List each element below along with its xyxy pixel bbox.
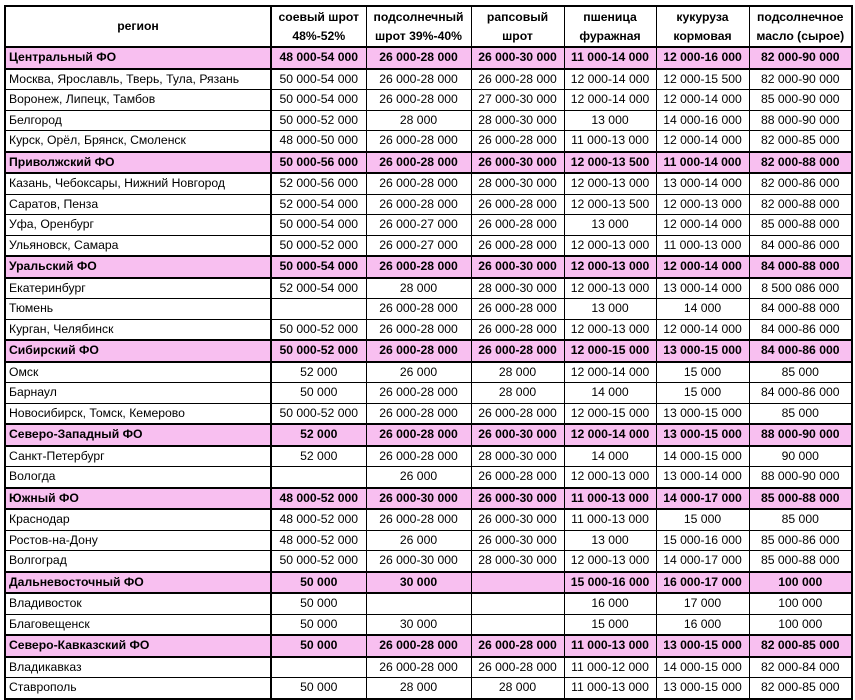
sunflower-oil-cell: 85 000-90 000 <box>749 90 852 111</box>
feed-corn-cell: 13 000-15 000 <box>656 340 749 362</box>
feed-corn-cell: 12 000-14 000 <box>656 256 749 278</box>
feed-corn-cell: 15 000-16 000 <box>656 530 749 551</box>
feed-corn-cell: 12 000-14 000 <box>656 131 749 152</box>
region-cell: Екатеринбург <box>5 278 271 299</box>
soy-meal-cell: 50 000 <box>271 614 366 635</box>
feed-wheat-cell: 16 000 <box>564 593 656 614</box>
soy-meal-cell: 52 000 <box>271 424 366 446</box>
table-body <box>5 47 852 699</box>
feed-corn-cell: 13 000-15 000 <box>656 678 749 699</box>
region-cell: Центральный ФО <box>5 47 271 69</box>
header-feed-corn-line: кукуруза <box>676 9 729 24</box>
rapeseed-meal-cell: 26 000-30 000 <box>471 530 564 551</box>
sunflower-meal-cell: 26 000-28 000 <box>366 152 471 174</box>
sunflower-oil-cell: 82 000-86 000 <box>749 173 852 194</box>
sunflower-oil-cell: 88 000-90 000 <box>749 110 852 131</box>
rapeseed-meal-cell: 26 000-28 000 <box>471 235 564 256</box>
feed-wheat-cell: 14 000 <box>564 446 656 467</box>
city-row <box>5 530 852 551</box>
soy-meal-cell: 50 000 <box>271 383 366 404</box>
feed-wheat-cell: 12 000-13 000 <box>564 278 656 299</box>
city-row <box>5 235 852 256</box>
district-row <box>5 488 852 510</box>
feed-wheat-cell: 13 000 <box>564 299 656 320</box>
rapeseed-meal-cell: 28 000-30 000 <box>471 278 564 299</box>
sunflower-meal-cell: 26 000-28 000 <box>366 319 471 340</box>
region-cell: Южный ФО <box>5 488 271 510</box>
feed-corn-cell: 13 000-14 000 <box>656 173 749 194</box>
sunflower-meal-cell: 26 000-28 000 <box>366 509 471 530</box>
header-feed-wheat-line: фуражная <box>579 28 641 43</box>
sunflower-meal-cell: 26 000-28 000 <box>366 194 471 215</box>
soy-meal-cell: 52 000 <box>271 446 366 467</box>
header-soy-meal-line: 48%-52% <box>292 28 346 43</box>
sunflower-oil-cell: 84 000-86 000 <box>749 319 852 340</box>
soy-meal-cell: 50 000-52 000 <box>271 319 366 340</box>
rapeseed-meal-cell <box>471 614 564 635</box>
sunflower-oil-cell: 82 000-85 000 <box>749 131 852 152</box>
sunflower-meal-cell: 30 000 <box>366 572 471 594</box>
feed-corn-cell: 14 000-17 000 <box>656 488 749 510</box>
feed-corn-cell: 14 000-15 000 <box>656 446 749 467</box>
sunflower-oil-cell: 82 000-85 000 <box>749 635 852 657</box>
rapeseed-meal-cell: 26 000-28 000 <box>471 299 564 320</box>
city-row <box>5 614 852 635</box>
city-row <box>5 194 852 215</box>
soy-meal-cell: 50 000-52 000 <box>271 403 366 424</box>
district-row <box>5 47 852 69</box>
soy-meal-cell: 50 000-52 000 <box>271 340 366 362</box>
rapeseed-meal-cell: 26 000-28 000 <box>471 215 564 236</box>
sunflower-oil-cell: 8 500 086 000 <box>749 278 852 299</box>
rapeseed-meal-cell: 28 000 <box>471 383 564 404</box>
feed-corn-cell: 15 000 <box>656 383 749 404</box>
rapeseed-meal-cell: 28 000 <box>471 678 564 699</box>
sunflower-oil-cell: 85 000-88 000 <box>749 488 852 510</box>
feed-wheat-cell: 12 000-13 500 <box>564 194 656 215</box>
city-row <box>5 467 852 488</box>
rapeseed-meal-cell: 28 000-30 000 <box>471 173 564 194</box>
feed-wheat-cell: 13 000 <box>564 110 656 131</box>
sunflower-meal-cell: 26 000-28 000 <box>366 47 471 69</box>
feed-corn-cell: 16 000-17 000 <box>656 572 749 594</box>
region-cell: Новосибирск, Томск, Кемерово <box>5 403 271 424</box>
feed-wheat-cell: 12 000-14 000 <box>564 424 656 446</box>
header-feed-corn-line: кормовая <box>673 28 732 43</box>
sunflower-oil-cell: 82 000-90 000 <box>749 69 852 90</box>
feed-corn-cell: 13 000-15 000 <box>656 403 749 424</box>
sunflower-oil-cell: 100 000 <box>749 614 852 635</box>
city-row <box>5 131 852 152</box>
sunflower-oil-cell: 88 000-90 000 <box>749 467 852 488</box>
soy-meal-cell: 50 000 <box>271 678 366 699</box>
sunflower-meal-cell: 26 000-28 000 <box>366 131 471 152</box>
region-cell: Северо-Западный ФО <box>5 424 271 446</box>
city-row <box>5 657 852 678</box>
soy-meal-cell: 48 000-54 000 <box>271 47 366 69</box>
header-soy-meal-line: соевый шрот <box>278 9 359 24</box>
price-table <box>4 5 853 700</box>
city-row <box>5 593 852 614</box>
rapeseed-meal-cell: 26 000-28 000 <box>471 319 564 340</box>
city-row <box>5 215 852 236</box>
rapeseed-meal-cell: 28 000-30 000 <box>471 446 564 467</box>
city-row <box>5 551 852 572</box>
soy-meal-cell: 50 000-52 000 <box>271 551 366 572</box>
soy-meal-cell: 50 000-54 000 <box>271 215 366 236</box>
sunflower-oil-cell: 82 000-90 000 <box>749 47 852 69</box>
sunflower-oil-cell: 85 000 <box>749 362 852 383</box>
sunflower-oil-cell: 84 000-86 000 <box>749 340 852 362</box>
header-feed-wheat-line: пшеница <box>583 9 637 24</box>
header-region <box>5 6 271 47</box>
sunflower-oil-cell: 84 000-86 000 <box>749 235 852 256</box>
feed-corn-cell: 14 000-15 000 <box>656 657 749 678</box>
feed-corn-cell: 13 000-14 000 <box>656 467 749 488</box>
region-cell: Саратов, Пенза <box>5 194 271 215</box>
rapeseed-meal-cell: 26 000-30 000 <box>471 47 564 69</box>
soy-meal-cell: 48 000-50 000 <box>271 131 366 152</box>
header-region-line: регион <box>117 19 159 33</box>
soy-meal-cell: 50 000-56 000 <box>271 152 366 174</box>
sunflower-oil-cell: 82 000-88 000 <box>749 152 852 174</box>
rapeseed-meal-cell: 26 000-30 000 <box>471 256 564 278</box>
region-cell: Белгород <box>5 110 271 131</box>
feed-wheat-cell: 12 000-13 000 <box>564 467 656 488</box>
sunflower-meal-cell: 26 000-30 000 <box>366 551 471 572</box>
sunflower-meal-cell: 26 000-28 000 <box>366 424 471 446</box>
feed-wheat-cell: 11 000-13 000 <box>564 131 656 152</box>
feed-wheat-cell: 11 000-13 000 <box>564 678 656 699</box>
region-cell: Омск <box>5 362 271 383</box>
feed-corn-cell: 14 000-17 000 <box>656 551 749 572</box>
feed-corn-cell: 12 000-14 000 <box>656 215 749 236</box>
rapeseed-meal-cell: 26 000-28 000 <box>471 467 564 488</box>
sunflower-meal-cell: 26 000-28 000 <box>366 403 471 424</box>
region-cell: Благовещенск <box>5 614 271 635</box>
sunflower-oil-cell: 85 000-86 000 <box>749 530 852 551</box>
sunflower-meal-cell <box>366 593 471 614</box>
sunflower-meal-cell: 26 000-28 000 <box>366 299 471 320</box>
header-soy-meal <box>271 6 366 47</box>
soy-meal-cell: 50 000-52 000 <box>271 235 366 256</box>
region-cell: Курган, Челябинск <box>5 319 271 340</box>
feed-wheat-cell: 11 000-13 000 <box>564 509 656 530</box>
feed-wheat-cell: 15 000 <box>564 614 656 635</box>
sunflower-oil-cell: 85 000-88 000 <box>749 551 852 572</box>
feed-corn-cell: 12 000-13 000 <box>656 194 749 215</box>
district-row <box>5 572 852 594</box>
sunflower-meal-cell: 26 000-28 000 <box>366 256 471 278</box>
city-row <box>5 278 852 299</box>
city-row <box>5 173 852 194</box>
feed-wheat-cell: 12 000-13 000 <box>564 319 656 340</box>
city-row <box>5 319 852 340</box>
city-row <box>5 383 852 404</box>
feed-corn-cell: 13 000-15 000 <box>656 635 749 657</box>
feed-corn-cell: 14 000 <box>656 299 749 320</box>
soy-meal-cell: 50 000-54 000 <box>271 69 366 90</box>
district-row <box>5 256 852 278</box>
region-cell: Москва, Ярославль, Тверь, Тула, Рязань <box>5 69 271 90</box>
sunflower-meal-cell: 30 000 <box>366 614 471 635</box>
region-cell: Владикавказ <box>5 657 271 678</box>
city-row <box>5 299 852 320</box>
sunflower-oil-cell: 90 000 <box>749 446 852 467</box>
soy-meal-cell: 52 000-56 000 <box>271 173 366 194</box>
sunflower-oil-cell: 82 000-84 000 <box>749 657 852 678</box>
header-sunflower-meal-line: подсолнечный <box>373 9 464 24</box>
feed-wheat-cell: 11 000-14 000 <box>564 47 656 69</box>
sunflower-meal-cell: 26 000 <box>366 530 471 551</box>
sunflower-meal-cell: 28 000 <box>366 278 471 299</box>
soy-meal-cell: 50 000-54 000 <box>271 256 366 278</box>
feed-wheat-cell: 13 000 <box>564 530 656 551</box>
soy-meal-cell: 50 000 <box>271 593 366 614</box>
region-cell: Уфа, Оренбург <box>5 215 271 236</box>
feed-wheat-cell: 12 000-13 000 <box>564 173 656 194</box>
feed-wheat-cell: 12 000-13 000 <box>564 235 656 256</box>
region-cell: Барнаул <box>5 383 271 404</box>
sunflower-meal-cell: 26 000-28 000 <box>366 657 471 678</box>
rapeseed-meal-cell: 28 000-30 000 <box>471 110 564 131</box>
city-row <box>5 446 852 467</box>
district-row <box>5 152 852 174</box>
district-row <box>5 424 852 446</box>
header-sunflower-meal <box>366 6 471 47</box>
city-row <box>5 110 852 131</box>
feed-wheat-cell: 12 000-13 000 <box>564 551 656 572</box>
header-rapeseed-meal-line: шрот <box>502 28 533 43</box>
sunflower-meal-cell: 26 000-28 000 <box>366 383 471 404</box>
header-feed-wheat <box>564 6 656 47</box>
sunflower-meal-cell: 26 000-28 000 <box>366 446 471 467</box>
sunflower-oil-cell: 85 000 <box>749 509 852 530</box>
rapeseed-meal-cell: 26 000-30 000 <box>471 488 564 510</box>
rapeseed-meal-cell: 27 000-30 000 <box>471 90 564 111</box>
soy-meal-cell: 50 000 <box>271 635 366 657</box>
header-row <box>5 6 852 47</box>
sunflower-oil-cell: 85 000 <box>749 403 852 424</box>
rapeseed-meal-cell: 28 000 <box>471 362 564 383</box>
sunflower-oil-cell: 82 000-88 000 <box>749 194 852 215</box>
feed-corn-cell: 16 000 <box>656 614 749 635</box>
city-row <box>5 509 852 530</box>
feed-corn-cell: 13 000-15 000 <box>656 424 749 446</box>
feed-corn-cell: 15 000 <box>656 362 749 383</box>
district-row <box>5 635 852 657</box>
sunflower-meal-cell: 26 000-28 000 <box>366 69 471 90</box>
feed-corn-cell: 12 000-16 000 <box>656 47 749 69</box>
feed-corn-cell: 15 000 <box>656 509 749 530</box>
sunflower-meal-cell: 26 000-27 000 <box>366 215 471 236</box>
soy-meal-cell: 52 000-54 000 <box>271 194 366 215</box>
city-row <box>5 403 852 424</box>
sunflower-meal-cell: 26 000-30 000 <box>366 488 471 510</box>
soy-meal-cell <box>271 467 366 488</box>
feed-corn-cell: 12 000-14 000 <box>656 319 749 340</box>
region-cell: Воронеж, Липецк, Тамбов <box>5 90 271 111</box>
feed-wheat-cell: 11 000-13 000 <box>564 635 656 657</box>
header-sunflower-oil-line: подсолнечное <box>757 9 844 24</box>
header-sunflower-meal-line: шрот 39%-40% <box>375 28 462 43</box>
region-cell: Курск, Орёл, Брянск, Смоленск <box>5 131 271 152</box>
sunflower-meal-cell: 26 000-28 000 <box>366 635 471 657</box>
rapeseed-meal-cell: 26 000-30 000 <box>471 152 564 174</box>
region-cell: Северо-Кавказский ФО <box>5 635 271 657</box>
header-sunflower-oil <box>749 6 852 47</box>
feed-wheat-cell: 12 000-13 000 <box>564 256 656 278</box>
sunflower-oil-cell: 100 000 <box>749 593 852 614</box>
region-cell: Тюмень <box>5 299 271 320</box>
sunflower-meal-cell: 26 000 <box>366 467 471 488</box>
feed-corn-cell: 11 000-14 000 <box>656 152 749 174</box>
city-row <box>5 362 852 383</box>
feed-wheat-cell: 13 000 <box>564 215 656 236</box>
feed-wheat-cell: 12 000-14 000 <box>564 362 656 383</box>
city-row <box>5 69 852 90</box>
sunflower-meal-cell: 28 000 <box>366 678 471 699</box>
rapeseed-meal-cell <box>471 593 564 614</box>
region-cell: Ставрополь <box>5 678 271 699</box>
soy-meal-cell: 48 000-52 000 <box>271 488 366 510</box>
sunflower-meal-cell: 26 000-28 000 <box>366 90 471 111</box>
region-cell: Краснодар <box>5 509 271 530</box>
header-feed-corn <box>656 6 749 47</box>
city-row <box>5 678 852 699</box>
region-cell: Сибирский ФО <box>5 340 271 362</box>
soy-meal-cell: 48 000-52 000 <box>271 530 366 551</box>
sunflower-meal-cell: 26 000-28 000 <box>366 340 471 362</box>
region-cell: Уральский ФО <box>5 256 271 278</box>
feed-wheat-cell: 12 000-13 500 <box>564 152 656 174</box>
sunflower-oil-cell: 84 000-86 000 <box>749 383 852 404</box>
region-cell: Вологда <box>5 467 271 488</box>
region-cell: Ростов-на-Дону <box>5 530 271 551</box>
feed-corn-cell: 12 000-15 500 <box>656 69 749 90</box>
rapeseed-meal-cell: 26 000-28 000 <box>471 635 564 657</box>
feed-wheat-cell: 11 000-12 000 <box>564 657 656 678</box>
region-cell: Приволжский ФО <box>5 152 271 174</box>
rapeseed-meal-cell <box>471 572 564 594</box>
feed-corn-cell: 17 000 <box>656 593 749 614</box>
header-rapeseed-meal <box>471 6 564 47</box>
region-cell: Владивосток <box>5 593 271 614</box>
rapeseed-meal-cell: 28 000-30 000 <box>471 551 564 572</box>
sunflower-oil-cell: 88 000-90 000 <box>749 424 852 446</box>
soy-meal-cell: 52 000-54 000 <box>271 278 366 299</box>
feed-corn-cell: 14 000-16 000 <box>656 110 749 131</box>
sunflower-oil-cell: 84 000-88 000 <box>749 299 852 320</box>
feed-wheat-cell: 15 000-16 000 <box>564 572 656 594</box>
district-row <box>5 340 852 362</box>
feed-corn-cell: 13 000-14 000 <box>656 278 749 299</box>
feed-corn-cell: 12 000-14 000 <box>656 90 749 111</box>
sunflower-meal-cell: 28 000 <box>366 110 471 131</box>
rapeseed-meal-cell: 26 000-28 000 <box>471 403 564 424</box>
feed-wheat-cell: 11 000-13 000 <box>564 488 656 510</box>
region-cell: Волгоград <box>5 551 271 572</box>
rapeseed-meal-cell: 26 000-30 000 <box>471 509 564 530</box>
feed-wheat-cell: 12 000-15 000 <box>564 403 656 424</box>
city-row <box>5 90 852 111</box>
soy-meal-cell: 50 000 <box>271 572 366 594</box>
header-rapeseed-meal-line: рапсовый <box>486 9 549 24</box>
soy-meal-cell: 50 000-54 000 <box>271 90 366 111</box>
sunflower-oil-cell: 85 000-88 000 <box>749 215 852 236</box>
rapeseed-meal-cell: 26 000-28 000 <box>471 69 564 90</box>
feed-wheat-cell: 12 000-14 000 <box>564 69 656 90</box>
region-cell: Ульяновск, Самара <box>5 235 271 256</box>
sunflower-oil-cell: 100 000 <box>749 572 852 594</box>
feed-wheat-cell: 12 000-15 000 <box>564 340 656 362</box>
rapeseed-meal-cell: 26 000-28 000 <box>471 194 564 215</box>
soy-meal-cell <box>271 299 366 320</box>
sunflower-meal-cell: 26 000-27 000 <box>366 235 471 256</box>
sunflower-oil-cell: 84 000-88 000 <box>749 256 852 278</box>
sunflower-meal-cell: 26 000 <box>366 362 471 383</box>
soy-meal-cell: 50 000-52 000 <box>271 110 366 131</box>
header-sunflower-oil-line: масло (сырое) <box>756 28 845 43</box>
feed-wheat-cell: 14 000 <box>564 383 656 404</box>
region-cell: Дальневосточный ФО <box>5 572 271 594</box>
sunflower-oil-cell: 82 000-85 000 <box>749 678 852 699</box>
region-cell: Казань, Чебоксары, Нижний Новгород <box>5 173 271 194</box>
feed-corn-cell: 11 000-13 000 <box>656 235 749 256</box>
sunflower-meal-cell: 26 000-28 000 <box>366 173 471 194</box>
rapeseed-meal-cell: 26 000-28 000 <box>471 657 564 678</box>
feed-wheat-cell: 12 000-14 000 <box>564 90 656 111</box>
soy-meal-cell: 48 000-52 000 <box>271 509 366 530</box>
region-cell: Санкт-Петербург <box>5 446 271 467</box>
rapeseed-meal-cell: 26 000-28 000 <box>471 340 564 362</box>
rapeseed-meal-cell: 26 000-30 000 <box>471 424 564 446</box>
rapeseed-meal-cell: 26 000-28 000 <box>471 131 564 152</box>
soy-meal-cell: 52 000 <box>271 362 366 383</box>
soy-meal-cell <box>271 657 366 678</box>
